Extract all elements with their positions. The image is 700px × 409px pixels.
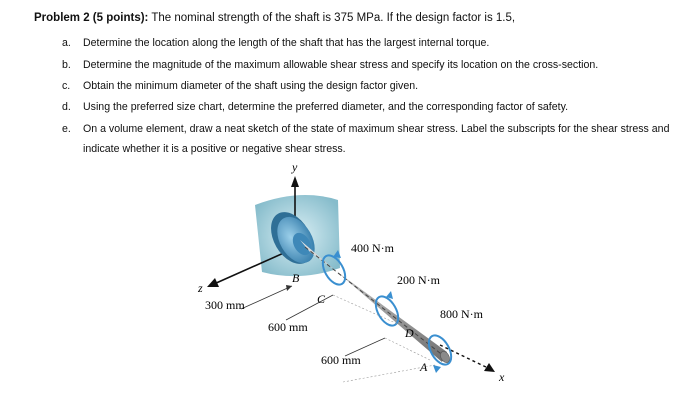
point-label-b: B: [292, 271, 300, 285]
y-axis-arrow: [291, 176, 299, 187]
item-text: On a volume element, draw a neat sketch of the state of maximum shear stress. Label the subscripts for the shear stress and: [83, 123, 670, 135]
problem-statement: The nominal strength of the shaft is 375 MPa. If the design factor is 1.5,: [148, 12, 516, 24]
dimension-line-300: [241, 286, 292, 309]
item-marker: a.: [62, 37, 71, 49]
dimension-label-300: 300 mm: [205, 298, 245, 312]
point-label-d: D: [405, 326, 414, 340]
axis-label-y: y: [292, 160, 298, 174]
torque-arrowhead-a: [433, 365, 441, 373]
item-text: Using the preferred size chart, determine the preferred diameter, and the corresponding factor of safety.: [83, 101, 569, 113]
point-label-a: A: [420, 360, 428, 374]
item-text: Determine the location along the length of the shaft that has the largest internal torque.: [83, 37, 490, 49]
problem-heading: Problem 2 (5 points):: [34, 12, 149, 24]
item-marker: d.: [62, 101, 71, 113]
item-text: Obtain the minimum diameter of the shaft using the design factor given.: [83, 80, 419, 92]
dimension-arrow: [286, 285, 292, 291]
item-marker: b.: [62, 59, 71, 71]
torque-label-d: 200 N·m: [397, 273, 440, 287]
dimension-label-600: 600 mm: [321, 353, 361, 367]
axis-label-x: x: [499, 370, 505, 384]
dimension-line-600-1: [286, 295, 333, 320]
torque-label-a: 800 N·m: [440, 307, 483, 321]
item-text: indicate whether it is a positive or negative shear stress.: [83, 143, 346, 155]
torque-label-c: 400 N·m: [351, 241, 394, 255]
axis-label-z: z: [198, 281, 203, 295]
dimension-label-600: 600 mm: [268, 320, 308, 334]
item-marker: e.: [62, 123, 71, 135]
point-label-c: C: [317, 292, 326, 306]
item-marker: c.: [62, 80, 71, 92]
item-text: Determine the magnitude of the maximum allowable shear stress and specify its location on the cross-section.: [83, 59, 599, 71]
